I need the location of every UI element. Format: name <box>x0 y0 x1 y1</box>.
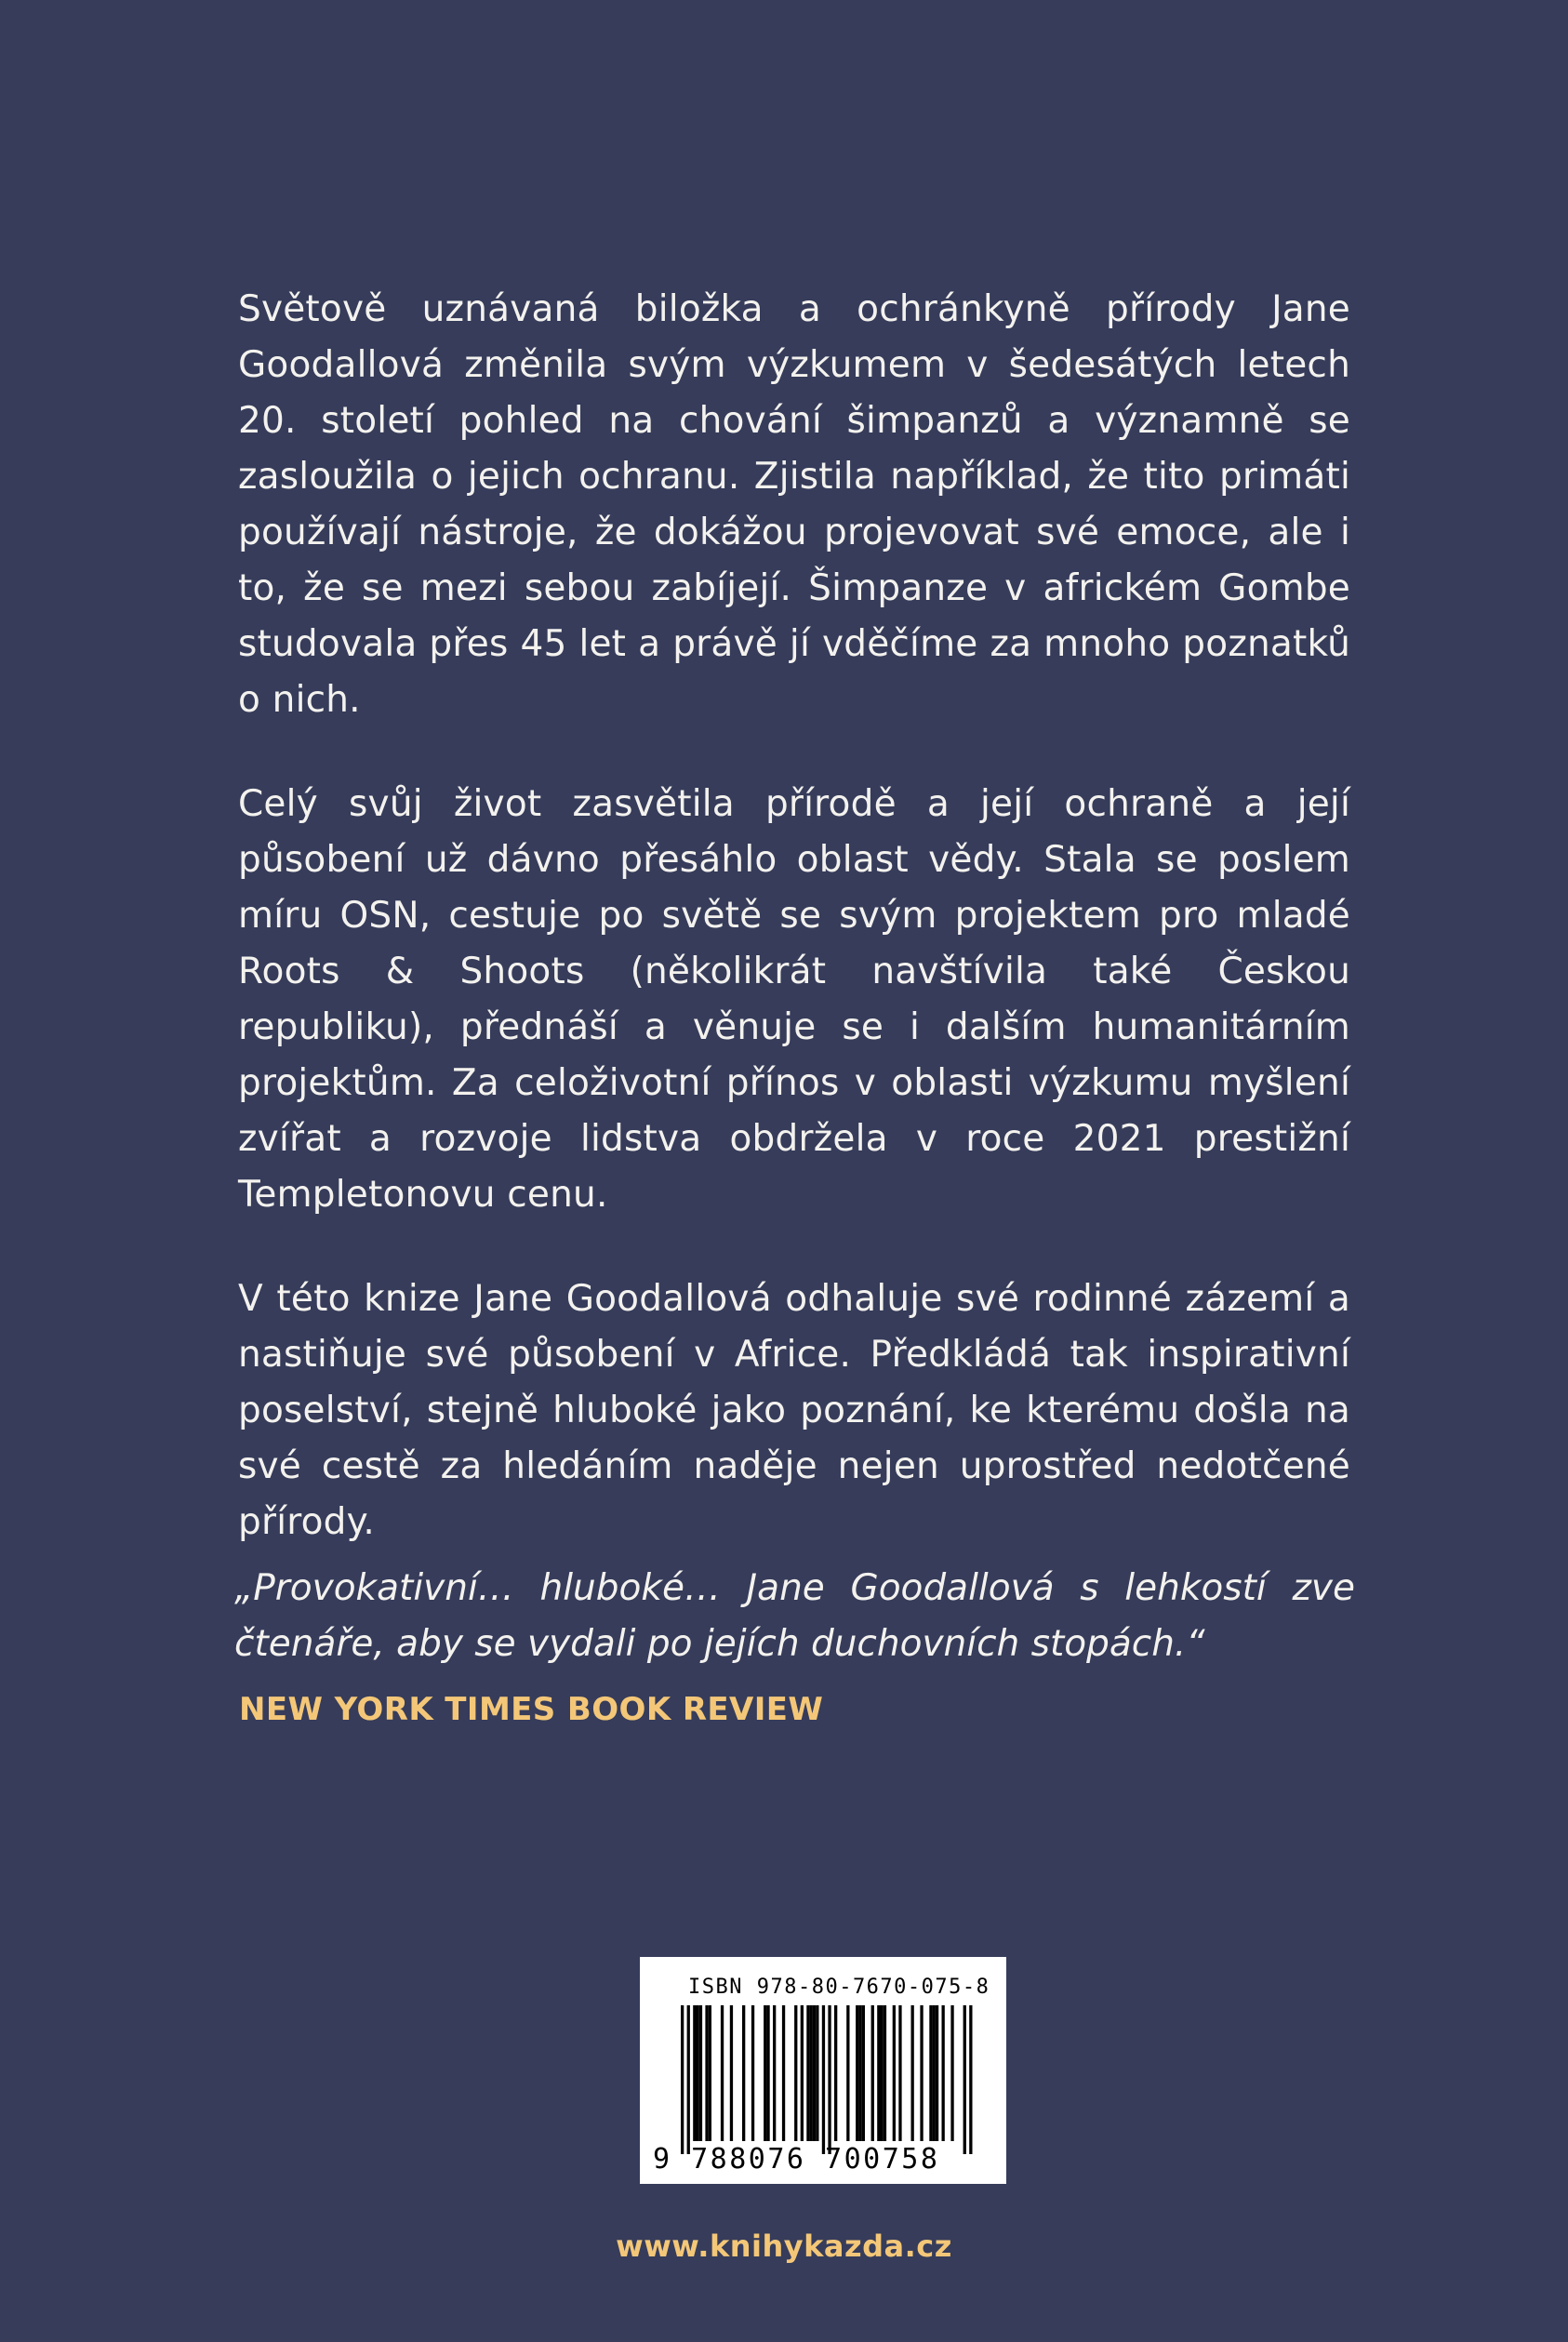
barcode-bar <box>810 2005 813 2141</box>
barcode-bar <box>705 2005 708 2141</box>
barcode-bar <box>822 2005 825 2154</box>
barcode-bar <box>699 2005 702 2141</box>
barcode-bar <box>816 2005 818 2141</box>
blurb-paragraph-3: V této knize Jane Goodallová odhaluje své rodinné zázemí a nastiňuje své působení v Africe. Předkládá tak inspirativní poselství, stejně hluboké jako poznání, ke kterému došla na své cestě za hledáním naděje nejen uprostřed nedotčené přírody. <box>238 1278 1350 1543</box>
barcode-bar <box>721 2005 724 2141</box>
barcode-bar <box>751 2005 754 2141</box>
barcode-bar <box>813 2005 816 2141</box>
barcode-bar <box>942 2005 945 2141</box>
barcode-bar <box>828 2005 831 2154</box>
barcode-bar <box>681 2005 684 2154</box>
back-cover-blurb <box>238 282 1350 1599</box>
barcode-bar <box>862 2005 865 2141</box>
barcode-bar <box>877 2005 880 2141</box>
barcode-bar <box>933 2005 936 2141</box>
barcode-bar <box>697 2005 699 2141</box>
barcode-bar <box>963 2005 966 2154</box>
publisher-website[interactable]: www.knihykazda.cz <box>616 2229 952 2264</box>
barcode-bar <box>794 2005 797 2141</box>
barcode-bar <box>884 2005 886 2141</box>
barcode-bar <box>856 2005 858 2141</box>
barcode-bar <box>893 2005 896 2141</box>
review-quote <box>234 1561 1355 1672</box>
barcode-bar <box>730 2005 733 2141</box>
barcode-bar <box>920 2005 923 2141</box>
barcode-bar <box>936 2005 938 2141</box>
barcode-bar <box>881 2005 884 2141</box>
barcode-bar <box>898 2005 901 2141</box>
barcode-bar <box>871 2005 874 2141</box>
barcode-bar <box>742 2005 745 2141</box>
barcode-bar <box>806 2005 809 2141</box>
review-source: NEW YORK TIMES BOOK REVIEW <box>239 1691 824 1728</box>
isbn-barcode <box>640 1957 1006 2184</box>
barcode-bar <box>846 2005 849 2141</box>
isbn-label: ISBN 978-80-7670-075-8 <box>688 1976 990 1999</box>
review-quote-text: „Provokativní… hluboké… Jane Goodallová s lehkostí zve čtenáře, aby se vydali po jejích duchovních stopách.“ <box>234 1567 1355 1665</box>
blurb-paragraph-2: Celý svůj život zasvětila přírodě a její ochraně a její působení už dávno přesáhlo oblast vědy. Stala se poslem míru OSN, cestuje po světě se svým projektem pro mladé Roots & Shoots (několikrát navštívila také Českou republiku), přednáší a věnuje se i dalším humanitárním projektům. Za celoživotní přínos v oblasti výzkumu myšlení zvířat a rozvoje lidstva obdržela v roce 2021 prestižní Templetonovu cenu. <box>238 783 1350 1216</box>
barcode-bar <box>687 2005 690 2154</box>
barcode-bar <box>766 2005 769 2141</box>
barcode-bar <box>801 2005 804 2141</box>
barcode-bar <box>929 2005 932 2141</box>
barcode-bar <box>969 2005 972 2154</box>
barcode-bar <box>782 2005 785 2141</box>
barcode-bar <box>709 2005 711 2141</box>
ean-number: 9 788076 700758 <box>653 2143 940 2176</box>
barcode-bar <box>693 2005 696 2141</box>
barcode-bar <box>911 2005 914 2141</box>
barcode-bar <box>764 2005 766 2141</box>
barcode-bar <box>834 2005 837 2141</box>
blurb-paragraph-1: Světově uznávaná biložka a ochránkyně přírody Jane Goodallová změnila svým výzkumem v šedesátých letech 20. století pohled na chování šimpanzů a významně se zasloužila o jejich ochranu. Zjistila například, že tito primáti používají nástroje, že dokážou projevovat své emoce, ale i to, že se mezi sebou zabíjejí. Šimpanze v africkém Gombe studovala přes 45 let a právě jí vděčíme za mnoho poznatků o nich. <box>238 288 1350 721</box>
barcode-bar <box>773 2005 776 2141</box>
barcode-bar <box>858 2005 861 2141</box>
barcode-bar <box>950 2005 953 2141</box>
